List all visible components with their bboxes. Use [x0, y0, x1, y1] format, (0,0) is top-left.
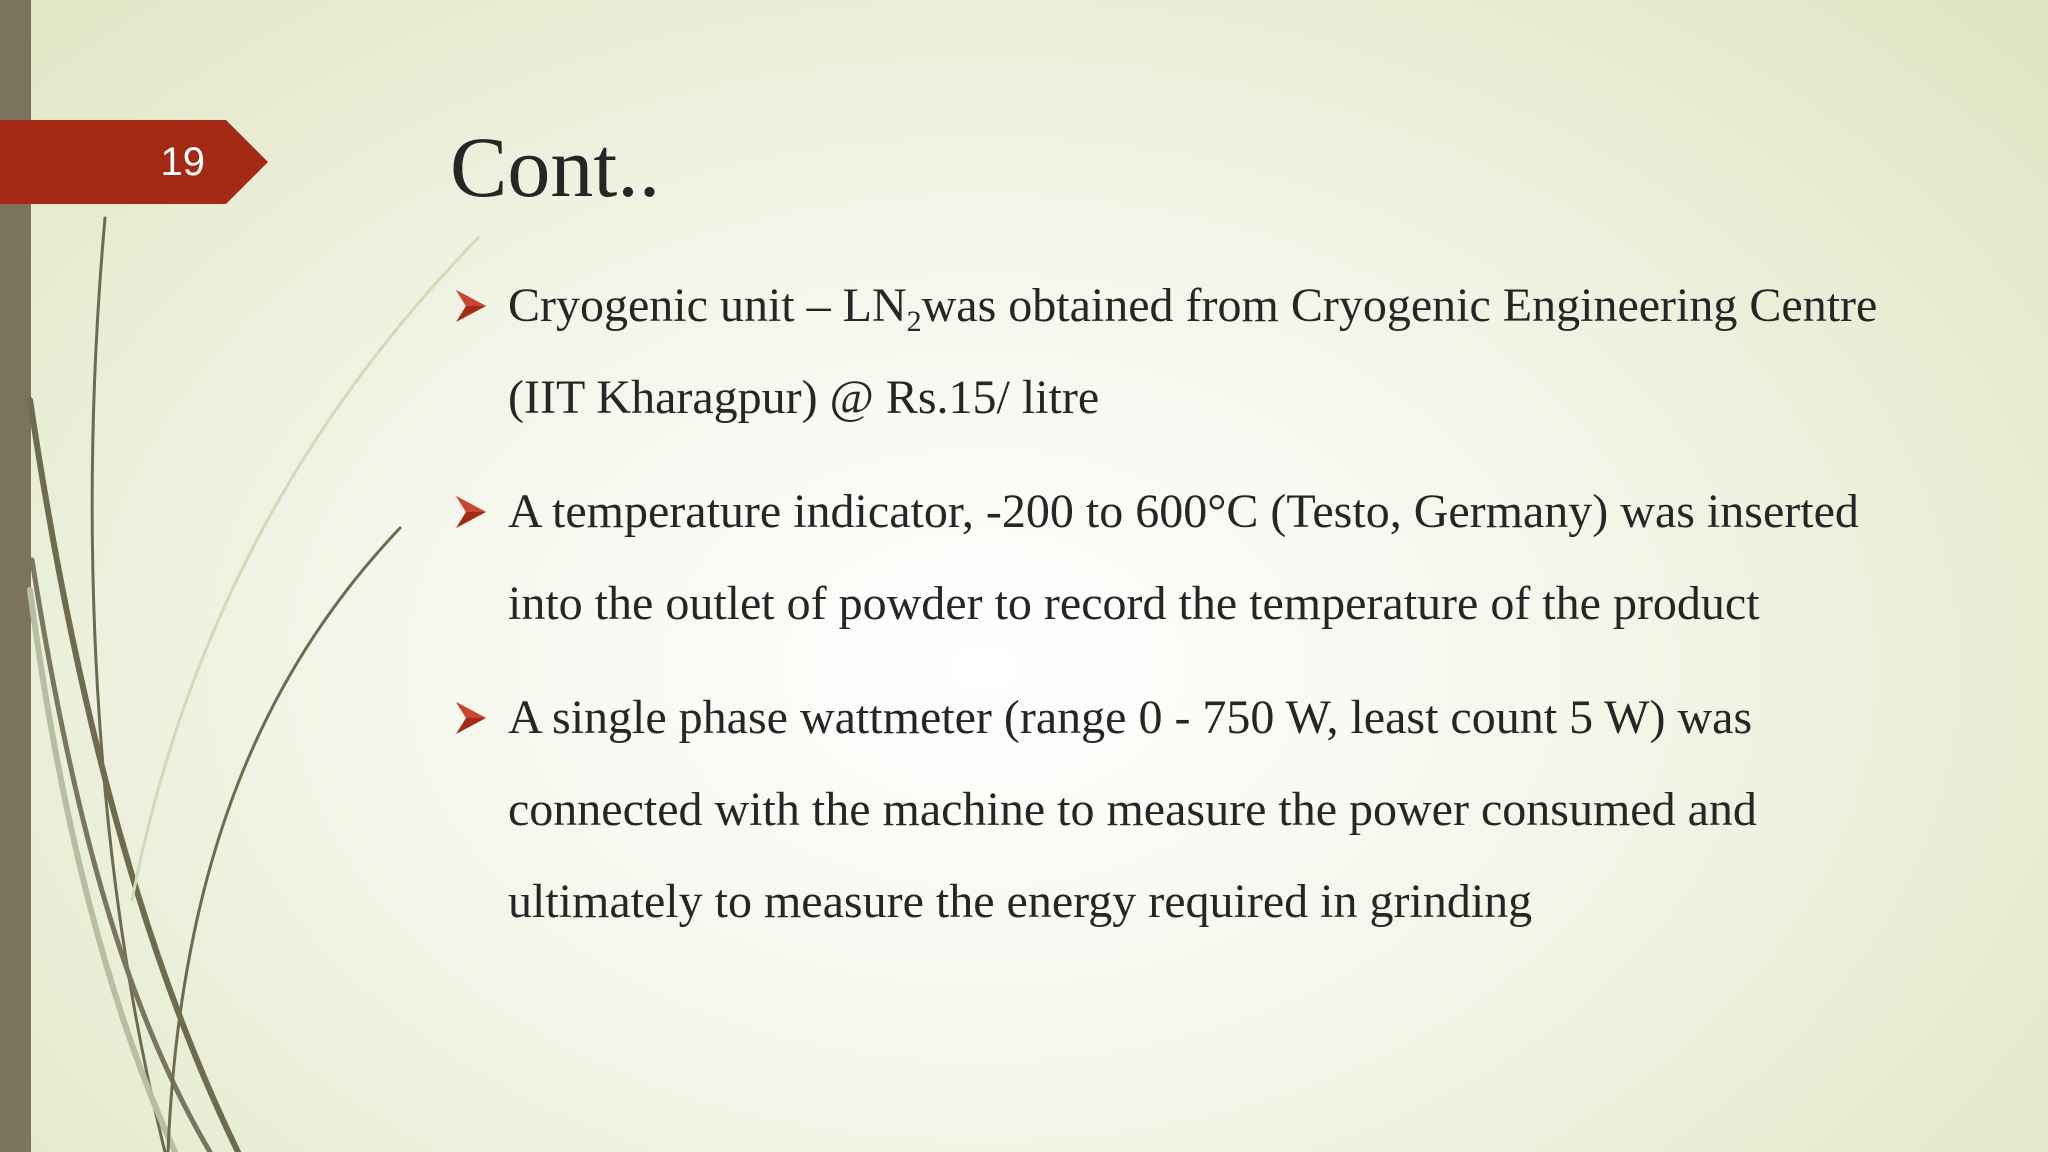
arrowhead-bullet-icon	[454, 494, 488, 530]
bullet-item	[450, 260, 1880, 444]
slide-content	[450, 260, 1880, 970]
bullet-text: Cryogenic unit – $LN_2was$ obtained from Cryogenic Engineering Centre (IIT Kharagpur) @ Rs.15/ litre	[508, 279, 1878, 424]
bullet-item	[450, 672, 1880, 948]
slide-number: 19	[160, 140, 205, 184]
subscript: 2	[906, 305, 922, 338]
slide-title: Cont..	[450, 119, 661, 215]
bullet-item	[450, 466, 1880, 650]
bullet-text: A single phase wattmeter (range 0 - 750 W, least count 5 W) was connected with the machine to measure the power consumed and ultimately to measure the energy required in grinding	[508, 691, 1757, 928]
bullet-text: A temperature indicator, -200 to 600°C (Testo, Germany) was inserted into the outlet of powder to record the temperature of the product	[508, 485, 1859, 630]
arrowhead-bullet-icon	[454, 700, 488, 736]
arrowhead-bullet-icon	[454, 288, 488, 324]
